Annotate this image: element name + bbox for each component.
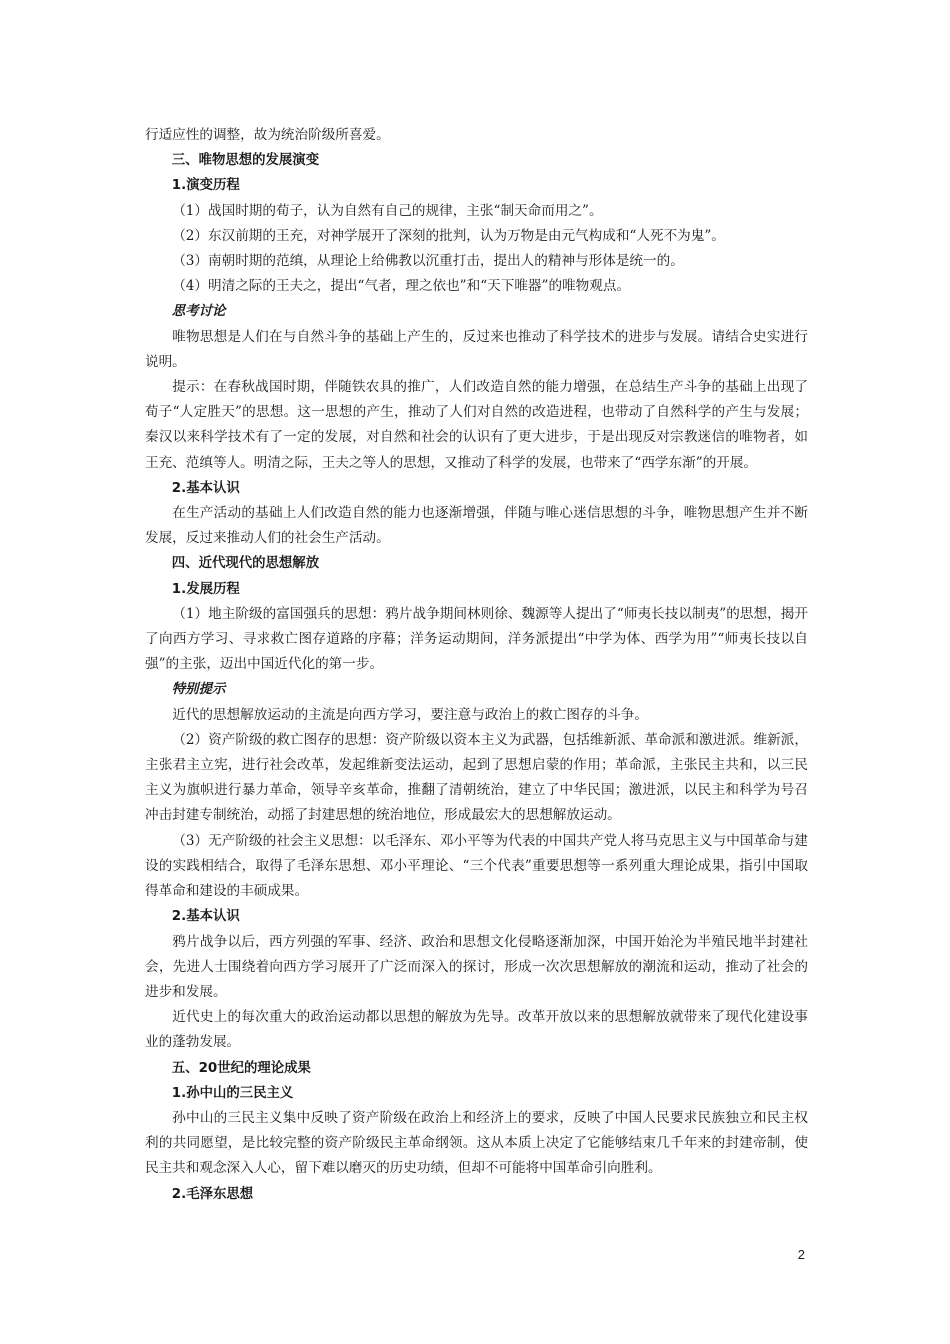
subsection-heading: 2.基本认识 (171, 480, 240, 496)
page-number: 2 (797, 1247, 805, 1262)
paragraph: 提示：在春秋战国时期，伴随铁农具的推广，人们改造自然的能力增强，在总结生产斗争的基础上出现了荀子“人定胜天”的思想。这一思想的产生，推动了人们对自然的改造进程，也带动了自然科学的产生与发展；秦汉以来科学技术有了一定的发展，对自然和社会的认识有了更大进步，于是出现反对宗教迷信的唯物者，如王充、范缜等人。明清之际，王夫之等人的思想，又推动了科学的发展，也带来了“西学东渐”的开展。 (145, 379, 808, 471)
paragraph: （1）战国时期的荀子，认为自然有自己的规律，主张“制天命而用之”。 (172, 202, 603, 219)
subsection-heading: 1.演变历程 (171, 178, 240, 194)
subsection-heading: 1.孙中山的三民主义 (171, 1085, 294, 1101)
section-heading: 五、20世纪的理论成果 (171, 1060, 311, 1076)
section-heading: 三、唯物思想的发展演变 (171, 153, 320, 169)
section-heading: 四、近代现代的思想解放 (171, 556, 320, 572)
paragraph: （1）地主阶级的富国强兵的思想：鸦片战争期间林则徐、魏源等人提出了“师夷长技以制夷”的思想，揭开了向西方学习、寻求救亡图存道路的序幕；洋务运动期间，洋务派提出“中学为体、西学为用”“师夷长技以自强”的主张，迈出中国近代化的第一步。 (145, 605, 808, 673)
note-label: 特别提示 (171, 682, 226, 698)
paragraph-continuation: 行适应性的调整，故为统治阶级所喜爱。 (145, 127, 390, 143)
paragraph: （3）南朝时期的范缜，从理论上给佛教以沉重打击，提出人的精神与形体是统一的。 (172, 253, 684, 270)
paragraph: 近代史上的每次重大的政治运动都以思想的解放为先导。改革开放以来的思想解放就带来了现代化建设事业的蓬勃发展。 (145, 1009, 808, 1051)
subsection-heading: 2.毛泽东思想 (171, 1186, 254, 1202)
paragraph: 孙中山的三民主义集中反映了资产阶级在政治上和经济上的要求，反映了中国人民要求民族独立和民主权利的共同愿望，是比较完整的资产阶级民主革命纲领。这从本质上决定了它能够结束几千年来的封建帝制，使民主共和观念深入人心，留下难以磨灭的历史功绩，但却不可能将中国革命引向胜利。 (145, 1109, 808, 1177)
subsection-heading: 1.发展历程 (171, 581, 240, 597)
paragraph: （2）东汉前期的王充，对神学展开了深刻的批判，认为万物是由元气构成和“人死不为鬼”。 (172, 227, 725, 244)
paragraph: （3）无产阶级的社会主义思想：以毛泽东、邓小平等为代表的中国共产党人将马克思主义与中国革命与建设的实践相结合，取得了毛泽东思想、邓小平理论、“三个代表”重要思想等一系列重大理论成果，指引中国取得革命和建设的丰硕成果。 (145, 832, 808, 900)
paragraph: （4）明清之际的王夫之，提出“气者，理之依也”和“天下唯器”的唯物观点。 (172, 278, 631, 295)
paragraph: 近代的思想解放运动的主流是向西方学习，要注意与政治上的救亡图存的斗争。 (172, 706, 648, 723)
note-label: 思考讨论 (171, 304, 226, 320)
paragraph: 唯物思想是人们在与自然斗争的基础上产生的，反过来也推动了科学技术的进步与发展。请结合史实进行说明。 (145, 328, 808, 370)
paragraph: 鸦片战争以后，西方列强的军事、经济、政治和思想文化侵略逐渐加深，中国开始沦为半殖民地半封建社会，先进人士围绕着向西方学习展开了广泛而深入的探讨，形成一次次思想解放的潮流和运动，推动了社会的进步和发展。 (145, 933, 808, 1000)
subsection-heading: 2.基本认识 (171, 909, 240, 925)
document-body (145, 123, 808, 1207)
paragraph: （2）资产阶级的救亡图存的思想：资产阶级以资本主义为武器，包括维新派、革命派和激进派。维新派，主张君主立宪，进行社会改革，发起维新变法运动，起到了思想启蒙的作用；革命派，主张民主共和，以三民主义为旗帜进行暴力革命，领导辛亥革命，推翻了清朝统治，建立了中华民国；激进派，以民主和科学为号召冲击封建专制统治，动摇了封建思想的统治地位，形成最宏大的思想解放运动。 (145, 731, 808, 824)
paragraph: 在生产活动的基础上人们改造自然的能力也逐渐增强，伴随与唯心迷信思想的斗争，唯物思想产生并不断发展，反过来推动人们的社会生产活动。 (145, 505, 808, 547)
